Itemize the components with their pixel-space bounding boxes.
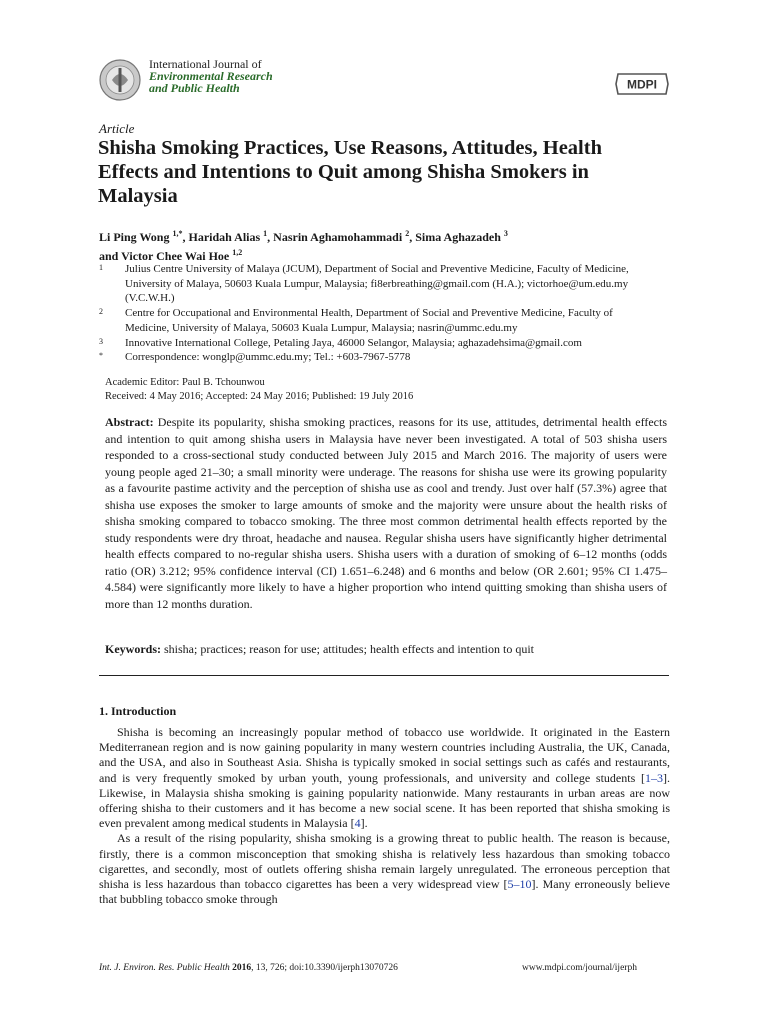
journal-name: [149, 58, 273, 94]
author-name: Haridah Alias: [188, 230, 261, 244]
affiliation-text: Centre for Occupational and Environmental Health, Department of Social and Preventive Medicine, Faculty of Medicine, University of Malaya, 50603 Kuala Lumpur, Malaysia; nasrin@ummc.edu.my: [125, 307, 613, 334]
publication-dates: [105, 376, 413, 404]
journal-logo-icon: [98, 58, 142, 102]
keywords-label: Keywords:: [105, 642, 161, 656]
paragraph: [99, 831, 670, 907]
affiliation-item: [99, 306, 659, 335]
author-name: Victor Chee Wai Hoe: [121, 249, 230, 263]
citation-link[interactable]: 4: [354, 816, 361, 831]
section-divider: [99, 675, 669, 676]
affiliation-text: Julius Centre University of Malaya (JCUM), Department of Social and Preventive Medicine, Faculty of Medicine, University of Malaya, 50603 Kuala Lumpur, Malaysia; fi8erbreathing@gmail.com (H.A.); victorhoe@um.edu.my (V.C.W.H.): [125, 263, 629, 305]
affiliation-text: Correspondence: wonglp@ummc.edu.my; Tel.: +603-7967-5778: [125, 351, 411, 364]
footer-citation: [99, 963, 398, 973]
abstract-label: Abstract:: [105, 415, 154, 429]
abstract-text: Despite its popularity, shisha smoking practices, reasons for its use, attitudes, detrimental health effects and intention to quit among shisha users in Malaysia have never been investigated. A total of 503 shisha users responded to a cross-sectional study conducted between July 2015 and March 2016. The majority of users were young people aged 21–30; a small minority were underage. The reasons for shisha use were its growing popularity as a favourite pastime activity and the perception of shisha use as cool and trendy. Just over half (57.3%) agree that shisha use exposes the smoker to large amounts of smoke and the majority were unsure about the health risks of shisha smoking compared to tobacco smoking. The three most common detrimental health effects reported by the study respondents were dry throat, headache and nausea. Regular shisha users have significantly higher detrimental health effects compared to no-regular shisha users. Shisha users with a duration of smoking of 6–12 months (odds ratio (OR) 3.212; 95% confidence interval (CI) 1.651–6.248) and 6 months and below (OR 2.601; 95% CI 1.475–4.584) were significantly more likely to have a higher proportion who intend quitting smoking than shisha users of more than 12 months duration.: [105, 415, 668, 611]
affiliation-number: *: [99, 351, 103, 361]
affiliation-item: [99, 262, 659, 306]
paragraph: [99, 725, 670, 831]
author-name: Sima Aghazadeh: [415, 230, 501, 244]
keywords-text: shisha; practices; reason for use; attitudes; health effects and intention to quit: [164, 642, 535, 656]
footer-journal-abbrev: Int. J. Environ. Res. Public Health: [99, 963, 230, 973]
citation-link[interactable]: 1–3: [645, 770, 663, 785]
text-run: ].: [360, 816, 368, 831]
received-accepted-published: Received: 4 May 2016; Accepted: 24 May 2016; Published: 19 July 2016: [105, 391, 414, 402]
section-heading: 1. Introduction: [99, 704, 177, 718]
academic-editor: Academic Editor: Paul B. Tchounwou: [105, 377, 265, 388]
mdpi-logo-icon: [614, 72, 670, 96]
footer-year: 2016: [232, 963, 252, 973]
journal-name-line2: Environmental Research: [149, 69, 273, 83]
text-run: ]. Likewise, in Malaysia shisha smoking is gaining popularity nationwide. Many restaurants in urban areas are now offering shisha to their customers and it has become a new social scene. It has been reported that shisha smoking is even prevalent among medical students in Malaysia [: [99, 770, 670, 831]
affiliation-number: 1: [99, 263, 103, 272]
author-name: Nasrin Aghamohammadi: [273, 230, 403, 244]
footer-url[interactable]: www.mdpi.com/journal/ijerph: [522, 963, 637, 973]
affiliation-item: [99, 350, 659, 365]
affiliation-number: 2: [99, 307, 103, 317]
abstract: [105, 414, 667, 612]
author-affil-sup: 1,2: [232, 248, 243, 257]
introduction-body: [99, 725, 670, 907]
footer-volume-doi: , 13, 726; doi:10.3390/ijerph13070726: [251, 963, 398, 973]
journal-name-line1: International Journal of: [149, 57, 262, 71]
author-affil-sup: 1,*: [172, 229, 183, 238]
affiliations: [99, 262, 659, 365]
author-list: Li Ping Wong $^{1,*}$, Haridah Alias $^1$, Nasrin Aghamohammadi $^2$, Sima Aghazadeh $^3$ and Victor Chee Wai Hoe $^{1,2}$: [99, 229, 508, 263]
text-run: Shisha is becoming an increasingly popular method of tobacco use worldwide. It originated in the Eastern Mediterranean region and is now gaining popularity in many western countries including Australia, the UK, Canada, and the USA, and also in Southeast Asia. Shisha is typically smoked in social settings such as cafés and restaurants, and is very frequently smoked by urban youth, young professionals, and university and college students [: [99, 725, 670, 785]
publisher-name: MDPI: [627, 77, 657, 92]
text-run: As a result of the rising popularity, shisha smoking is a growing threat to public health. The reason is because, firstly, there is a common misconception that smoking shisha is relatively less hazardous than smoking tobacco cigarettes, and secondly, most of outlets offering shisha remain largely unregulated. The erroneous perception that shisha is less hazardous than tobacco cigarettes has been a very widespread view [: [99, 831, 670, 892]
keywords: [105, 641, 667, 657]
author-affil-sup: 1: [263, 229, 268, 238]
affiliation-number: 3: [99, 336, 103, 346]
journal-name-line3: and Public Health: [149, 81, 240, 95]
citation-link[interactable]: 5–10: [507, 877, 532, 892]
affiliation-item: [99, 336, 659, 351]
article-title: Shisha Smoking Practices, Use Reasons, Attitudes, Health Effects and Intentions to Quit among Shisha Smokers in Malaysia: [98, 137, 602, 207]
text-run: ]. Many erroneously believe that bubbling tobacco smoke through: [99, 877, 670, 907]
affiliation-text: Innovative International College, Petaling Jaya, 46000 Selangor, Malaysia; aghazadehsima@gmail.com: [125, 336, 582, 349]
author-name: Li Ping Wong: [99, 230, 170, 244]
author-affil-sup: 3: [503, 229, 508, 238]
article-type: Article: [99, 121, 135, 136]
author-affil-sup: 2: [405, 229, 410, 238]
